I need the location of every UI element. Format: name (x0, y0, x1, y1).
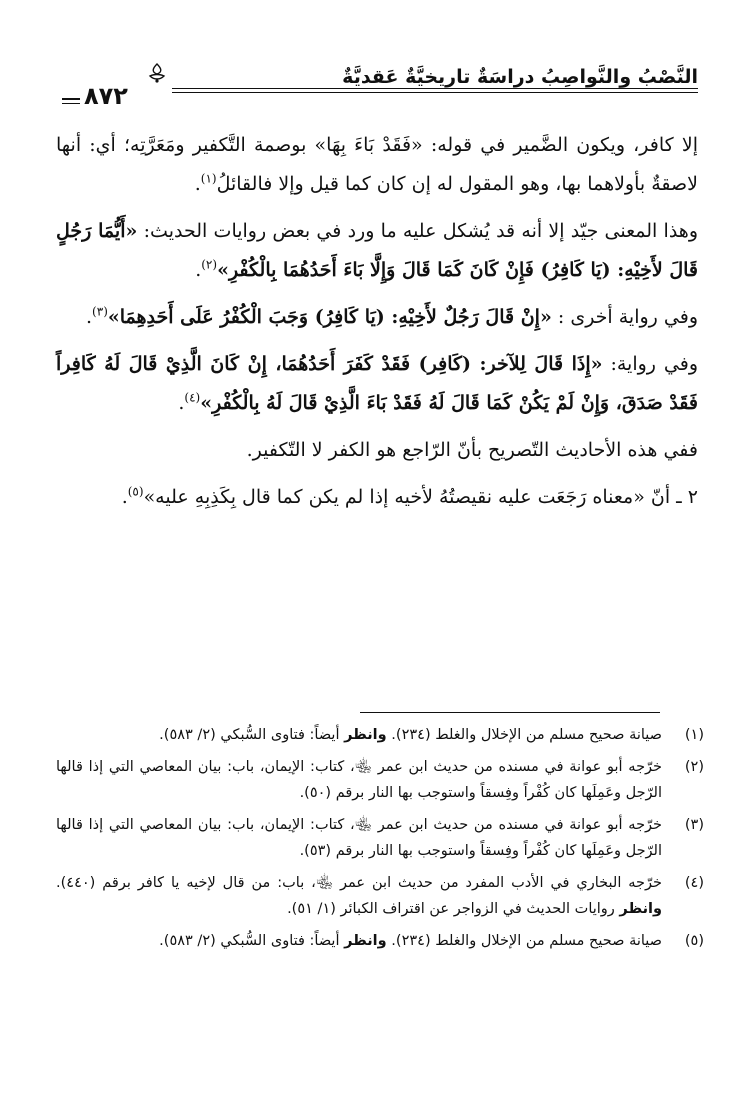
hadith-3: «إِذَا قَالَ لِلآخر: (كَافِر) فَقَدْ كَفَرَ أَحَدُهُمَا، إِنْ كَانَ الَّذِيْ قَالَ لَهُ كَافِراً فَقَدْ صَدَقَ، وَإِنْ لَمْ يَكُنْ كَمَا قَالَ لَهُ فَقَدْ بَاءَ الَّذِيْ قَالَ لَهُ بِالْكُفْرِ» (56, 353, 698, 414)
footnote-text-b: روايات الحديث في الزواجر عن اقتراف الكبائر (١/ ٥١). (287, 901, 615, 917)
footnote-text-a: صيانة صحيح مسلم من الإخلال والغلط (٢٣٤). (391, 727, 662, 743)
punct: . (86, 306, 93, 328)
footnote-2 (56, 754, 704, 806)
footnote-text-b: أيضاً: فتاوى السُّبكي (٢/ ٥٨٣). (159, 727, 340, 743)
header-rule-thin (172, 92, 698, 93)
paragraph-2-text: وهذا المعنى جيّد إلا أنه قد يُشكل عليه ما ورد في بعض روايات الحديث: (143, 220, 699, 242)
paragraph-4-text: وفي رواية: (610, 353, 699, 375)
page-number-box (62, 82, 168, 110)
footnote-bold: وانظر (344, 727, 387, 743)
paragraph-4 (56, 345, 698, 423)
footnotes (56, 722, 704, 960)
footnote-text: خرّجه أبو عوانة في مسنده من حديث ابن عمر ﵄، كتاب: الإيمان، باب: بيان المعاصي التي إذا قالها الرّجل وعَمِلَها كان كُفْراً وفِسقاً واستوجب بها النار برقم (٥٣). (56, 817, 662, 859)
footnote-bold: وانظر (619, 901, 662, 917)
paragraph-5 (56, 431, 698, 470)
hadith-2: «إِنْ قَالَ رَجُلٌ لأَخِيْهِ: (يَا كَافِرُ) وَجَبَ الْكُفْرُ عَلَى أَحَدِهِمَا» (107, 306, 552, 328)
footnote-4 (56, 870, 704, 922)
footnote-bold: وانظر (344, 933, 387, 949)
header-rule (172, 88, 698, 89)
page-number-rule (62, 98, 80, 100)
page-number: ٨٧٢ (84, 82, 128, 110)
footnote-5 (56, 928, 704, 954)
footnote-ref-2[interactable]: (٢) (201, 257, 218, 272)
ornament-icon (146, 62, 168, 84)
paragraph-6 (56, 478, 698, 517)
footnote-text (56, 928, 662, 954)
paragraph-3 (56, 298, 698, 337)
footnote-number: (١) (684, 727, 704, 743)
footnote-separator (360, 712, 660, 713)
footnote-number: (٤) (684, 875, 704, 891)
footnote-text-a: خرّجه البخاري في الأدب المفرد من حديث ابن عمر ﵄، باب: من قال لإخيه يا كافر برقم (٤٤٠). (56, 875, 662, 891)
paragraph-3-text: وفي رواية أخرى : (557, 306, 698, 328)
footnote-ref-5[interactable]: (٥) (127, 484, 144, 499)
page-header (62, 62, 698, 112)
paragraph-1-text: إلا كافر، ويكون الضَّمير في قوله: «فَقَدْ بَاءَ بِهَا» بوصمة التَّكفير ومَعَرَّتِه؛ أي: أنها لاصقةٌ بأولاهما بها، وهو المقول له إن كان كما قيل وإلا فالقائلُ (56, 134, 698, 195)
footnote-1 (56, 722, 704, 748)
paragraph-1 (56, 126, 698, 204)
running-title: النَّصْبُ والنَّواصِبُ دراسَةٌ تاريخيَّةٌ عَقديَّةٌ (342, 66, 698, 88)
footnote-text-b: أيضاً: فتاوى السُّبكي (٢/ ٥٨٣). (159, 933, 340, 949)
footnote-text (56, 870, 662, 922)
footnote-number: (٢) (684, 759, 704, 775)
hadith-1: «أَيُّمَا رَجُلٍ قَالَ لأَخِيْهِ: (يَا كَافِرُ) فَإِنْ كَانَ كَمَا قَالَ وَإِلَّا بَاءَ أَحَدُهُمَا بِالْكُفْرِ» (56, 220, 698, 281)
page-number-rule-thin (62, 103, 80, 104)
main-text (56, 126, 698, 517)
footnote-text-a: صيانة صحيح مسلم من الإخلال والغلط (٢٣٤). (391, 933, 662, 949)
footnote-ref-1[interactable]: (١) (200, 171, 217, 186)
footnote-number: (٣) (684, 817, 704, 833)
punct: . (178, 392, 185, 414)
punct: . (195, 259, 202, 281)
paragraph-2 (56, 212, 698, 290)
footnote-3 (56, 812, 704, 864)
paragraph-6-text: ٢ ـ أنّ «معناه رَجَعَت عليه نقيصتُهُ لأخيه إذا لم يكن كما قال بِكَذِبِهِ عليه» (143, 486, 698, 508)
punct: . (194, 173, 201, 195)
footnote-ref-4[interactable]: (٤) (184, 390, 201, 405)
paragraph-5-text: ففي هذه الأحاديث التّصريح بأنّ الرّاجع هو الكفر لا التّكفير. (246, 439, 698, 461)
footnote-ref-3[interactable]: (٣) (92, 304, 108, 319)
punct: . (121, 486, 128, 508)
footnote-text: خرّجه أبو عوانة في مسنده من حديث ابن عمر ﵄، كتاب: الإيمان، باب: بيان المعاصي التي إذا قالها الرّجل وعَمِلَها كان كُفْراً وفِسقاً واستوجب بها النار برقم (٥٠). (56, 759, 662, 801)
footnote-number: (٥) (684, 933, 704, 949)
footnote-text (56, 722, 662, 748)
